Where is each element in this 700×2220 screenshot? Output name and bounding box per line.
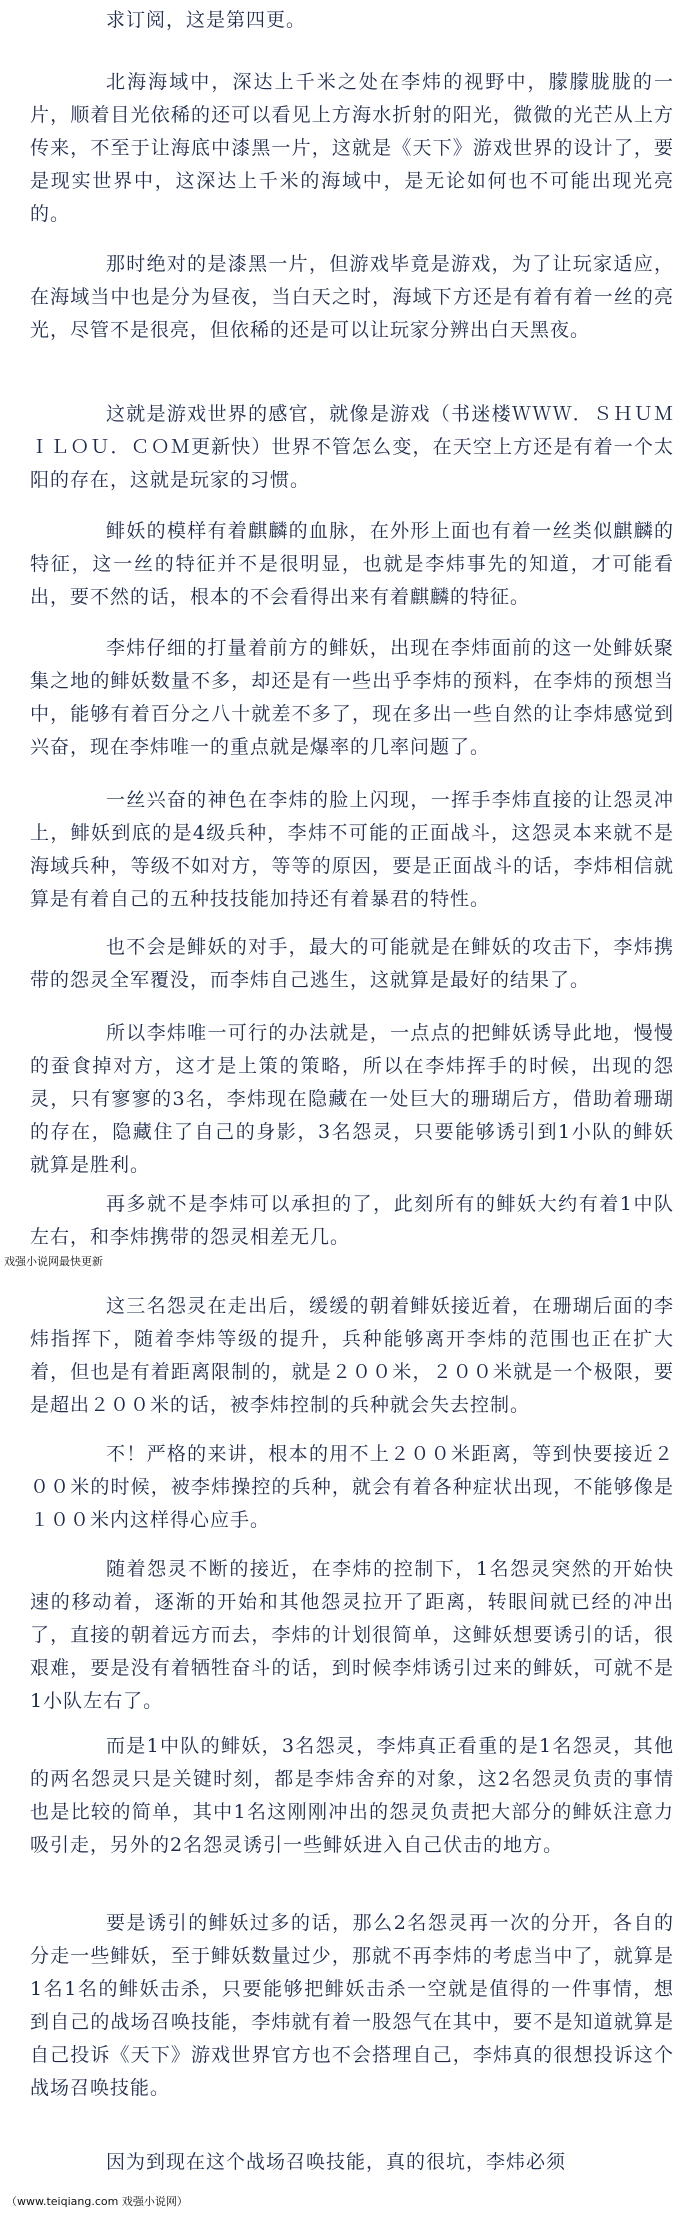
paragraph-1: 求订阅，这是第四更。: [106, 9, 307, 31]
paragraph-14: 而是1中队的鲱妖，3名怨灵，李炜真正看重的是1名怨灵，其他的两名怨灵只是关键时刻，都是李炜舍弃的对象，这2名怨灵负责的事情也是比较的简单，其中1名这刚刚冲出的怨灵负责把大部分的鲱妖注意力吸引走，另外的2名怨灵诱引一些鲱妖进入自己伏击的地方。: [30, 1735, 674, 1856]
paragraph-2: 北海海域中，深达上千米之处在李炜的视野中，朦朦胧胧的一片，顺着目光依稀的还可以看见上方海水折射的阳光，微微的光芒从上方传来，不至于让海底中漆黑一片，这就是《天下》游戏世界的设计了，要是现实世界中，这深达上千米的海域中，是无论如何也不可能出现光亮的。: [30, 71, 674, 225]
paragraph-6: 李炜仔细的打量着前方的鲱妖，出现在李炜面前的这一处鲱妖聚集之地的鲱妖数量不多，却还是有一些出乎李炜的预料，在李炜的预想当中，能够有着百分之八十就差不多了，现在多出一些自然的让李炜感觉到兴奋，现在李炜唯一的重点就是爆率的几率问题了。: [30, 637, 674, 758]
paragraph-8: 也不会是鲱妖的对手，最大的可能就是在鲱妖的攻击下，李炜携带的怨灵全军覆没，而李炜自己逃生，这就算是最好的结果了。: [30, 936, 674, 991]
paragraph-11: 这三名怨灵在走出后，缓缓的朝着鲱妖接近着，在珊瑚后面的李炜指挥下，随着李炜等级的提升，兵种能够离开李炜的范围也正在扩大着，但也是有着距离限制的，就是２００米，２００米就是一个极限，要是超出２００米的话，被李炜控制的兵种就会失去控制。: [30, 1295, 674, 1416]
paragraph-9: 所以李炜唯一可行的办法就是，一点点的把鲱妖诱导此地，慢慢的蚕食掉对方，这才是上策的策略，所以在李炜挥手的时候，出现的怨灵，只有寥寥的3名，李炜现在隐藏在一处巨大的珊瑚后方，借助着珊瑚的存在，隐藏住了自己的身影，3名怨灵，只要能够诱引到1小队的鲱妖就算是胜利。: [30, 1022, 674, 1176]
paragraph-16: 因为到现在这个战场召唤技能，真的很坑，李炜必须: [106, 2151, 567, 2173]
watermark-mid: 戏强小说网最快更新: [4, 1255, 103, 1268]
paragraph-12: 不！严格的来讲，根本的用不上２００米距离，等到快要接近２００米的时候，被李炜操控的兵种，就会有着各种症状出现，不能够像是１００米内这样得心应手。: [30, 1443, 674, 1531]
paragraph-4: 这就是游戏世界的感官，就像是游戏（书迷楼ＷＷＷ．ＳＨＵＭＩＬＯＵ．ＣＯＭ更新快）世界不管怎么变，在天空上方还是有着一个太阳的存在，这就是玩家的习惯。: [30, 403, 674, 491]
paragraph-5: 鲱妖的模样有着麒麟的血脉，在外形上面也有着一丝类似麒麟的特征，这一丝的特征并不是很明显，也就是李炜事先的知道，才可能看出，要不然的话，根本的不会看得出来有着麒麟的特征。: [30, 520, 674, 608]
paragraph-3: 那时绝对的是漆黑一片，但游戏毕竟是游戏，为了让玩家适应，在海域当中也是分为昼夜，当白天之时，海域下方还是有着有着一丝的亮光，尽管不是很亮，但依稀的还是可以让玩家分辨出白天黑夜。: [30, 253, 674, 341]
paragraph-10: 再多就不是李炜可以承担的了，此刻所有的鲱妖大约有着1中队左右，和李炜携带的怨灵相差无几。: [30, 1193, 674, 1248]
paragraph-7: 一丝兴奋的神色在李炜的脸上闪现，一挥手李炜直接的让怨灵冲上，鲱妖到底的是4级兵种，李炜不可能的正面战斗，这怨灵本来就不是海域兵种，等级不如对方，等等的原因，要是正面战斗的话，李炜相信就算是有着自己的五种技技能加持还有着暴君的特性。: [30, 789, 674, 910]
watermark-bottom: （www.teiqiang.com 戏强小说网）: [6, 2195, 188, 2208]
paragraph-15: 要是诱引的鲱妖过多的话，那么2名怨灵再一次的分开，各自的分走一些鲱妖，至于鲱妖数量过少，那就不再李炜的考虑当中了，就算是1名1名的鲱妖击杀，只要能够把鲱妖击杀一空就是值得的一件事情，想到自己的战场召唤技能，李炜就有着一股怨气在其中，要不是知道就算是自己投诉《天下》游戏世界官方也不会搭理自己，李炜真的很想投诉这个战场召唤技能。: [30, 1912, 674, 2099]
paragraph-13: 随着怨灵不断的接近，在李炜的控制下，1名怨灵突然的开始快速的移动着，逐渐的开始和其他怨灵拉开了距离，转眼间就已经的冲出了，直接的朝着远方而去，李炜的计划很简单，这鲱妖想要诱引的话，很艰难，要是没有着牺牲奋斗的话，到时候李炜诱引过来的鲱妖，可就不是1小队左右了。: [30, 1558, 674, 1712]
